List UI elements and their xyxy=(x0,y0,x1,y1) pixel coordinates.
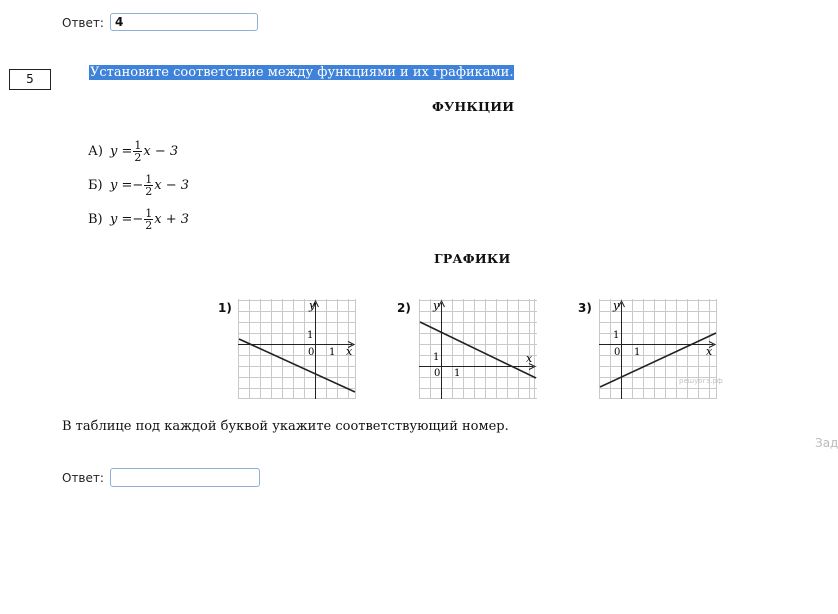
graph-2-label: 2) xyxy=(397,301,411,315)
fraction: $\frac{1}{2}$ xyxy=(134,138,142,164)
instruction-text: В таблице под каждой буквой укажите соответствующий номер. xyxy=(62,419,509,434)
tick-y-one: 1 xyxy=(433,352,440,363)
y-axis-label: y xyxy=(613,299,620,312)
function-a: А) y = $\frac{1}{2}$ x − 3 xyxy=(88,138,179,164)
prev-answer-label: Ответ: xyxy=(62,16,104,30)
y-axis-label: y xyxy=(433,299,440,312)
graph-2 xyxy=(419,299,537,399)
origin-label: 0 xyxy=(308,347,315,358)
tick-y-one: 1 xyxy=(613,330,620,341)
fraction: $\frac{1}{2}$ xyxy=(145,206,153,232)
answer-label: Ответ: xyxy=(62,471,104,485)
watermark: решуогэ.рф xyxy=(679,377,723,385)
graph-3 xyxy=(599,299,723,399)
tick-x-one: 1 xyxy=(454,368,461,379)
task-text: Установите соответствие между функциями и их графиками. xyxy=(90,65,514,80)
answer-input[interactable] xyxy=(110,468,260,487)
tick-x-one: 1 xyxy=(329,347,336,358)
function-v: В) y = − $\frac{1}{2}$ x + 3 xyxy=(88,206,190,232)
fraction: $\frac{1}{2}$ xyxy=(145,172,153,198)
graph-1-label: 1) xyxy=(218,301,232,315)
y-axis-label: y xyxy=(309,299,316,312)
x-axis-label: x xyxy=(346,345,353,358)
task-number: 5 xyxy=(9,69,51,90)
tick-x-one: 1 xyxy=(634,347,641,358)
function-letter: Б) xyxy=(88,177,103,193)
side-label: Зад xyxy=(815,436,838,450)
functions-heading: ФУНКЦИИ xyxy=(432,99,515,114)
x-axis-label: x xyxy=(706,345,713,358)
tick-y-one: 1 xyxy=(307,330,314,341)
function-b: Б) y = − $\frac{1}{2}$ x − 3 xyxy=(88,172,190,198)
prev-answer-input[interactable] xyxy=(110,13,258,31)
grid xyxy=(419,299,537,399)
graphs-heading: ГРАФИКИ xyxy=(434,251,511,266)
function-letter: В) xyxy=(88,211,103,227)
function-letter: А) xyxy=(88,143,103,159)
origin-label: 0 xyxy=(614,347,621,358)
graph-1 xyxy=(238,299,356,399)
origin-label: 0 xyxy=(434,368,441,379)
x-axis-label: x xyxy=(526,352,533,365)
graph-3-label: 3) xyxy=(578,301,592,315)
